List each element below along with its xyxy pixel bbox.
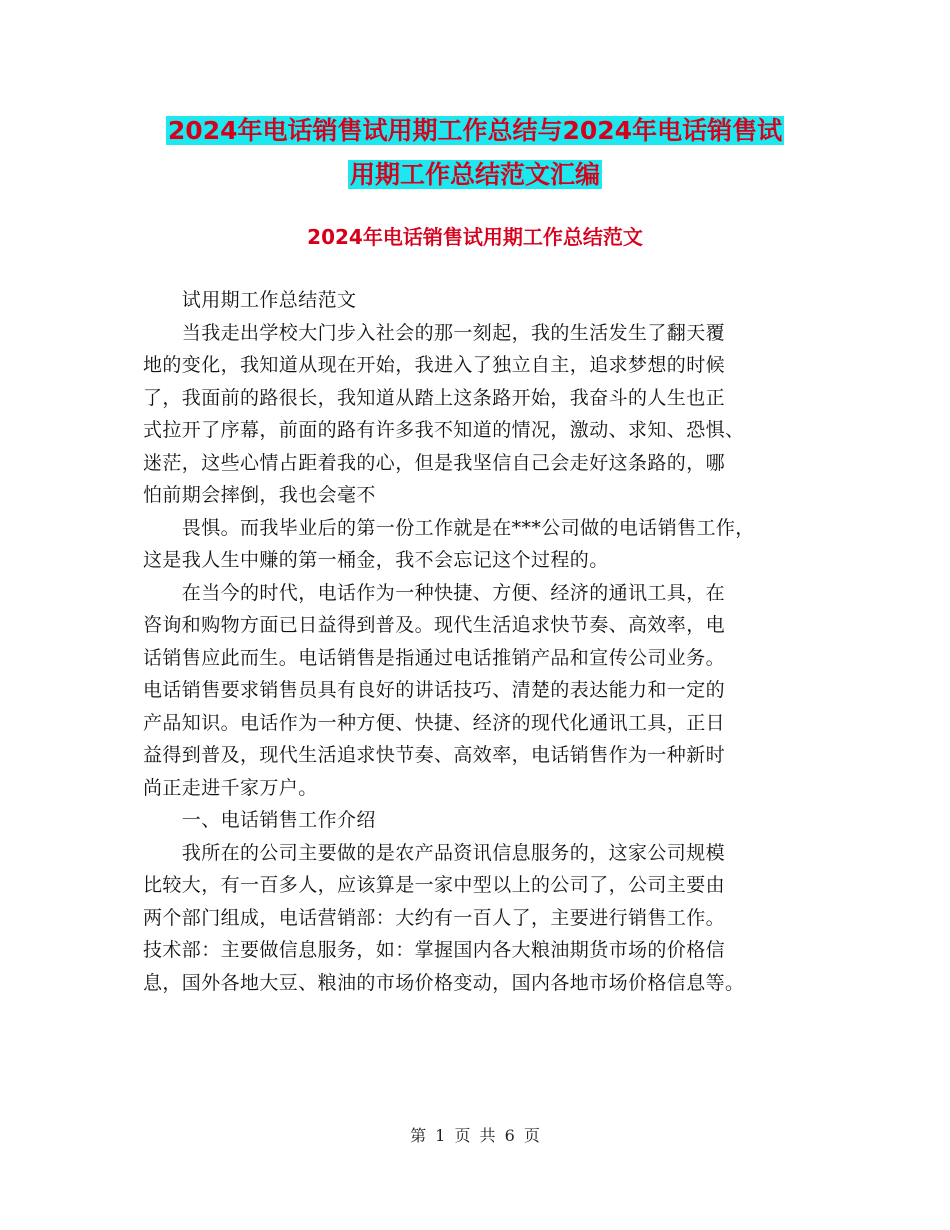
document-title-line-2-text: 用期工作总结范文汇编 <box>349 160 600 189</box>
body-line: 产品知识。电话作为一种方便、快捷、经济的现代化通讯工具，正日 <box>143 711 726 734</box>
body-line: 试用期工作总结范文 <box>143 289 357 311</box>
body-line: 迷茫，这些心情占距着我的心，但是我坚信自己会走好这条路的，哪 <box>143 451 726 474</box>
body-line: 地的变化，我知道从现在开始，我进入了独立自主，追求梦想的时候 <box>143 354 726 376</box>
body-line: 比较大，有一百多人，应该算是一家中型以上的公司了，公司主要由 <box>143 874 726 896</box>
body-line: 式拉开了序幕，前面的路有许多我不知道的情况，激动、求知、恐惧、 <box>143 419 745 441</box>
body-line: 尚正走进千家万户。 <box>143 776 318 799</box>
document-title-line-1-text: 2024年电话销售试用期工作总结与2024年电话销售试 <box>167 116 783 145</box>
page-footer: 第 1 页 共 6 页 <box>410 1126 540 1145</box>
document-title-line-2 <box>0 158 950 192</box>
body-line: 畏惧。而我毕业后的第一份工作就是在***公司做的电话销售工作， <box>143 516 755 539</box>
body-line: 电话销售要求销售员具有良好的讲话技巧、清楚的表达能力和一定的 <box>143 679 726 701</box>
document-body <box>143 284 815 999</box>
document-subtitle: 2024年电话销售试用期工作总结范文 <box>307 225 643 249</box>
body-line: 咨询和购物方面已日益得到普及。现代生活追求快节奏、高效率，电 <box>143 614 726 636</box>
body-line: 息，国外各地大豆、粮油的市场价格变动，国内各地市场价格信息等。 <box>143 971 745 994</box>
body-line: 了，我面前的路很长，我知道从踏上这条路开始，我奋斗的人生也正 <box>143 386 726 409</box>
body-line: 技术部：主要做信息服务，如：掌握国内各大粮油期货市场的价格信 <box>143 939 726 961</box>
body-line: 当我走出学校大门步入社会的那一刻起，我的生活发生了翻天覆 <box>143 321 726 344</box>
body-line: 怕前期会摔倒，我也会毫不 <box>143 484 376 506</box>
body-line: 这是我人生中赚的第一桶金，我不会忘记这个过程的。 <box>143 549 609 571</box>
body-line: 我所在的公司主要做的是农产品资讯信息服务的，这家公司规模 <box>143 841 726 864</box>
section-heading: 一、电话销售工作介绍 <box>143 809 376 831</box>
body-line: 益得到普及，现代生活追求快节奏、高效率，电话销售作为一种新时 <box>143 744 726 766</box>
document-title-line-1 <box>0 114 950 148</box>
body-line: 在当今的时代，电话作为一种快捷、方便、经济的通讯工具，在 <box>143 581 726 604</box>
body-line: 两个部门组成，电话营销部：大约有一百人了，主要进行销售工作。 <box>143 906 726 929</box>
body-line: 话销售应此而生。电话销售是指通过电话推销产品和宣传公司业务。 <box>143 646 726 669</box>
